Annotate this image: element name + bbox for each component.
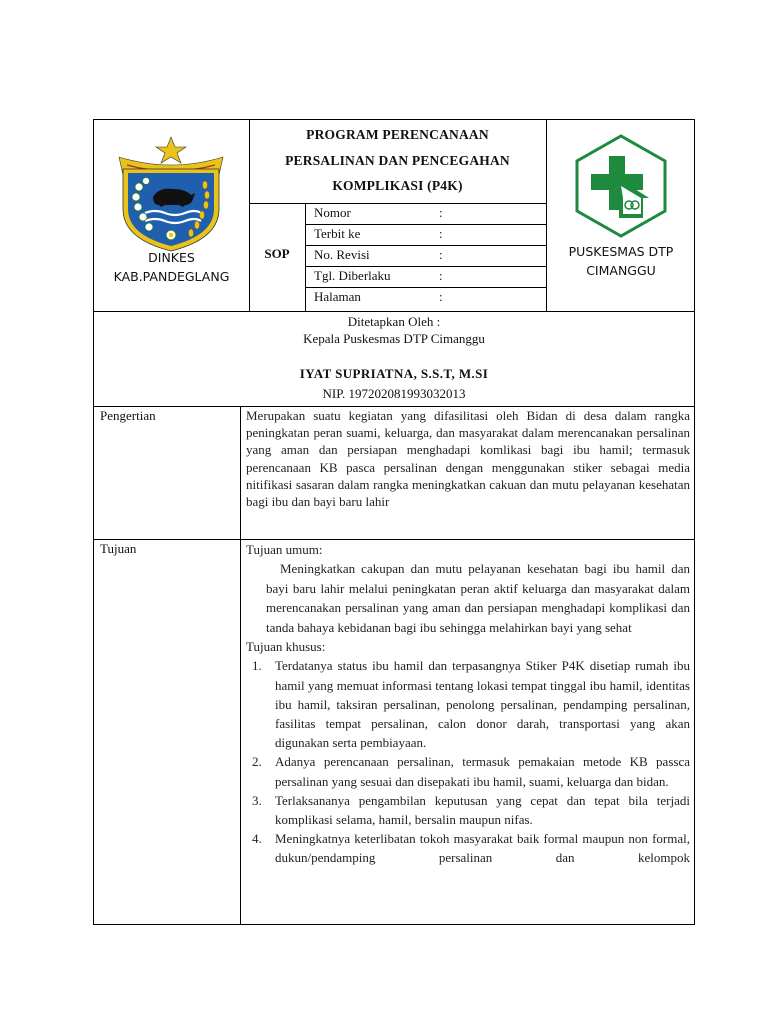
meta-colon: :	[439, 289, 443, 304]
section-label: Tujuan	[100, 541, 137, 556]
section-pengertian	[94, 406, 694, 540]
approval-block	[94, 311, 694, 407]
meta-row-tgl-diberlaku	[305, 266, 546, 288]
meta-colon: :	[439, 247, 443, 262]
list-item-text: Terlaksananya pengambilan keputusan yang cepat dan tepat bila terjadi komplikasi selama, hamil, bersalin maupun nifas.	[275, 792, 690, 828]
sop-header	[94, 120, 694, 312]
sop-label: SOP	[264, 246, 290, 261]
institution-logo-cell	[94, 120, 250, 311]
meta-row-halaman	[305, 287, 546, 311]
puskesmas-name-line-2: CIMANGGU	[586, 263, 656, 278]
list-item	[246, 656, 690, 752]
list-item	[246, 829, 690, 867]
tujuan-content	[246, 540, 690, 868]
section-label: Pengertian	[100, 408, 156, 423]
list-item-number: 2.	[252, 754, 262, 770]
section-label-cell	[94, 406, 241, 539]
list-item-text: Meningkatnya keterlibatan tokoh masyarakat baik formal maupun non formal, dukun/pendamping persalinan dan kelompok	[275, 831, 690, 866]
document-title	[249, 120, 546, 204]
meta-row-terbit	[305, 224, 546, 246]
meta-label: Halaman	[314, 289, 361, 304]
puskesmas-name-line-1: PUSKESMAS DTP	[568, 244, 674, 259]
section-label-cell	[94, 539, 241, 924]
sop-cell	[249, 203, 306, 311]
list-item-text: Adanya perencanaan persalinan, termasuk pemakaian metode KB passca persalinan yang sesuai dan disepakati ibu hamil, suami, keluarga dan bidan.	[275, 754, 690, 789]
meta-colon: :	[439, 205, 443, 220]
sop-document	[93, 119, 695, 925]
approver-nip: NIP. 197202081993032013	[322, 386, 466, 401]
approver-position: Kepala Puskesmas DTP Cimanggu	[303, 331, 485, 346]
meta-label: Tgl. Diberlaku	[314, 268, 391, 283]
section-tujuan	[94, 539, 694, 924]
title-cell	[249, 120, 546, 311]
meta-colon: :	[439, 226, 443, 241]
list-item	[246, 791, 690, 829]
list-item-number: 1.	[252, 658, 262, 674]
title-line-2: PERSALINAN DAN PENCEGAHAN	[285, 153, 510, 168]
list-item-number: 4.	[252, 831, 262, 847]
institution-name-line-1: DINKES	[148, 250, 195, 265]
meta-label: Terbit ke	[314, 226, 361, 241]
meta-row-revisi	[305, 245, 546, 267]
meta-colon: :	[439, 268, 443, 283]
list-item-number: 3.	[252, 792, 262, 808]
tujuan-khusus-heading: Tujuan khusus:	[246, 639, 326, 655]
dinkes-pandeglang-shield-icon	[115, 135, 227, 253]
meta-row-nomor	[305, 203, 546, 225]
tujuan-umum-heading: Tujuan umum:	[246, 542, 323, 557]
ditetapkan-label: Ditetapkan Oleh :	[347, 314, 441, 329]
tujuan-umum-text: Meningkatkan cakupan dan mutu pelayanan kesehatan bagi ibu hamil dan bayi baru lahir melalui peningkatan peran aktif keluarga dan masyarakat dalam merencanakan persalinan yang aman dan persiapan menghadapi komplikasi dan tanda bahaya kebidanan bagi ibu sehingga melahirkan bayi yang sehat	[266, 561, 690, 635]
title-line-3: KOMPLIKASI (P4K)	[332, 178, 463, 193]
list-item	[246, 752, 690, 790]
meta-label: No. Revisi	[314, 247, 370, 262]
puskesmas-cross-house-icon	[569, 134, 673, 238]
institution-name-line-2: KAB.PANDEGLANG	[113, 269, 230, 284]
approver-name: IYAT SUPRIATNA, S.S.T, M.SI	[299, 366, 489, 381]
puskesmas-logo-cell	[546, 120, 695, 311]
title-line-1: PROGRAM PERENCANAAN	[306, 127, 489, 142]
meta-label: Nomor	[314, 205, 351, 220]
pengertian-text: Merupakan suatu kegiatan yang difasilitasi oleh Bidan di desa dalam rangka peningkatan peran suami, keluarga, dan masyarakat dalam merencanakan persalinan yang aman dan persiapan menghadapi komlikasi bagi ibu hamil; termasuk perencanaan KB pasca persalinan dengan menggunakan stiker sebagai media nitifikasi sasaran dalam rangka meningkatkan cakuan dan mutu pelayanan kesehatan bagi ibu dan bayi baru lahir	[246, 408, 690, 510]
list-item-text: Terdatanya status ibu hamil dan terpasangnya Stiker P4K disetiap rumah ibu hamil yang memuat informasi tentang lokasi tempat tinggal ibu hamil, identitas ibu hamil, taksiran persalinan, penolong persalinan, pendamping persalinan, fasilitas tempat persalinan, calon donor darah, transportasi yang akan digunakan serta pembiayaan.	[275, 658, 690, 751]
